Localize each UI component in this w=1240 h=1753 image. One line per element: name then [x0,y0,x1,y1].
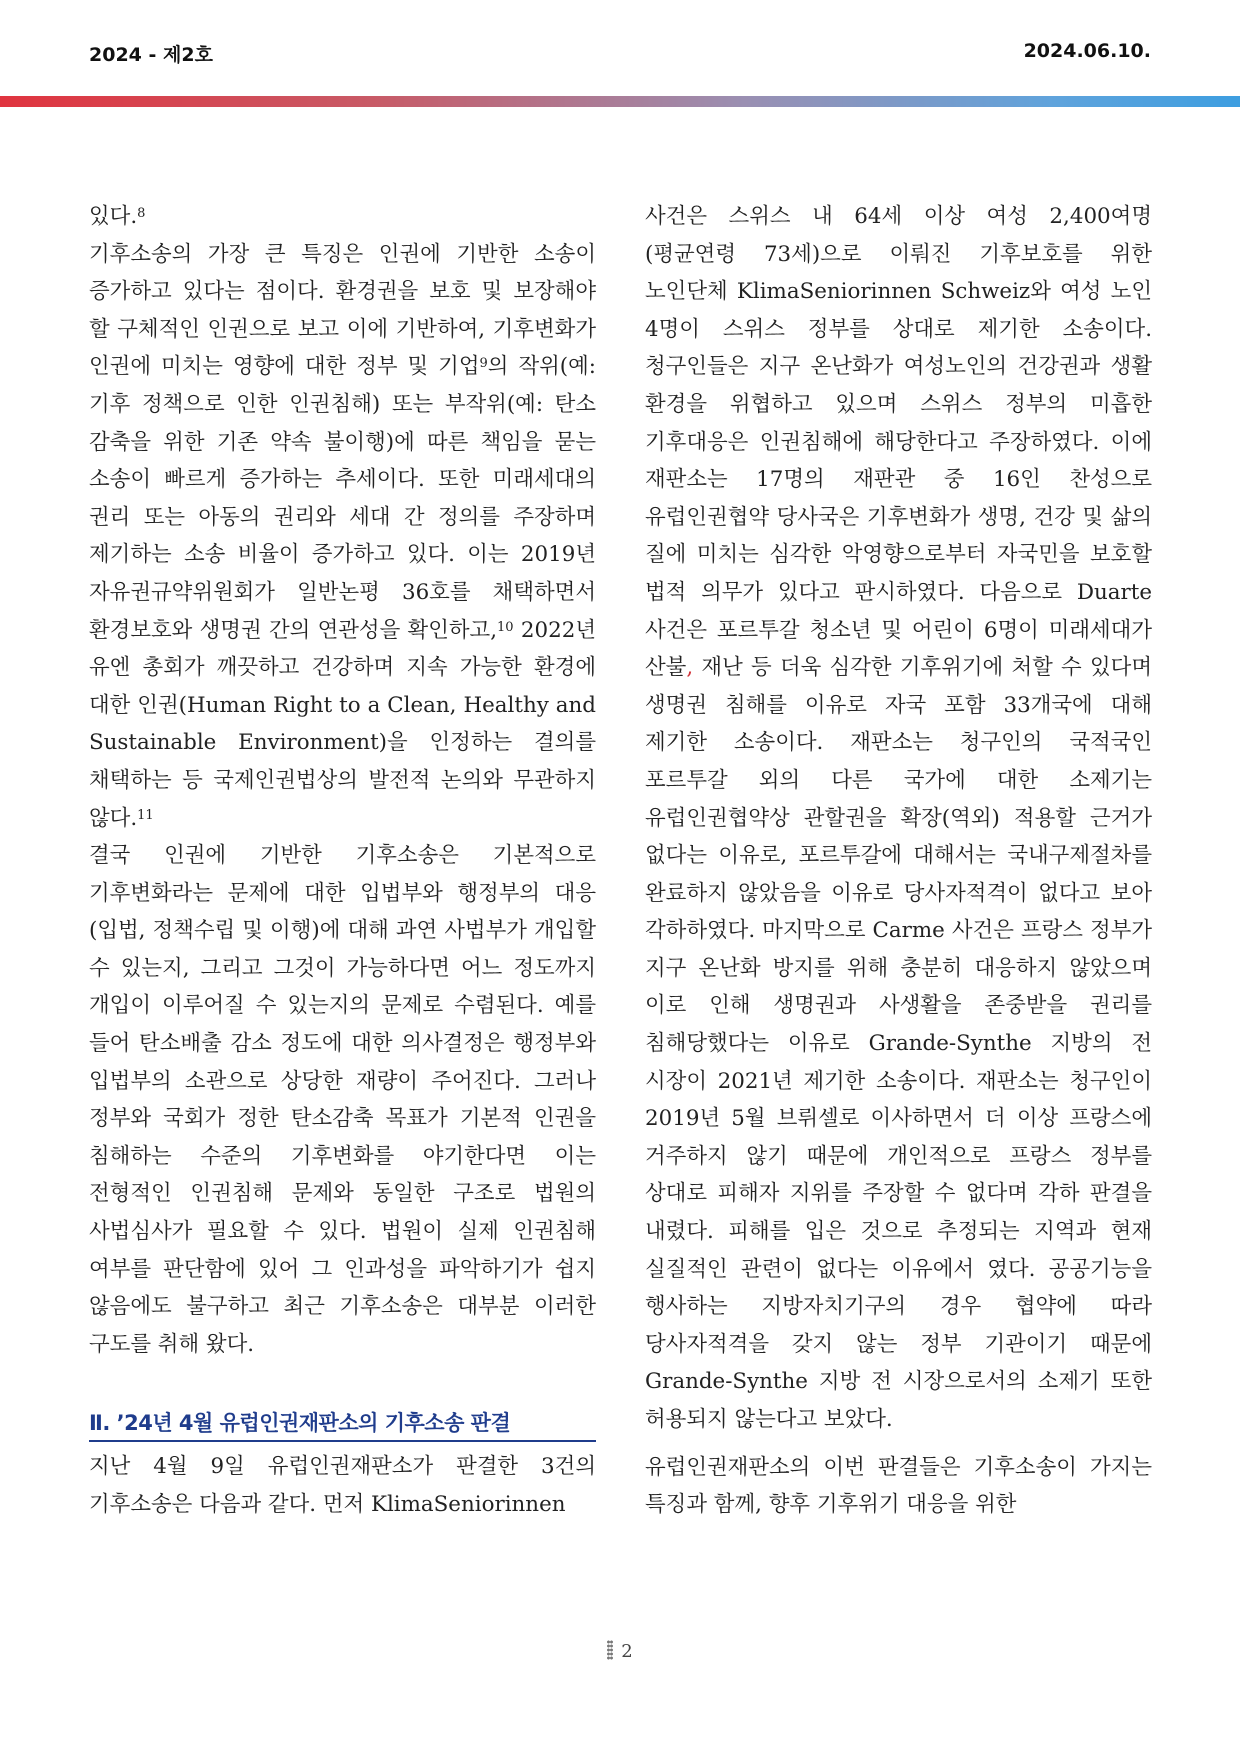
left-column [89,198,596,1524]
paragraph-text: 의 작위(예: 기후 정책으로 인한 인권침해) 또는 부작위(예: 탄소 감축을 위한 기존 약속 불이행)에 따른 책임을 묻는 소송이 빠르게 증가하는 추세이다. 또한 미래세대의 권리 또는 아동의 권리와 세대 간 정의를 주장하며 제기하는 소송 비율이 증가하고 있다. 이는 2019년 자유권규약위원회가 일반논평 36호를 채택하면서 환경보호와 생명권 간의 연관성을 확인하고, [89,354,596,643]
paragraph-text: 사건은 스위스 내 64세 이상 여성 2,400여명(평균연령 73세)으로 이뤄진 기후보호를 위한 노인단체 KlimaSeniorinnen Schweiz와 여성 노인 4명이 스위스 정부를 상대로 제기한 소송이다. 청구인들은 지구 온난화가 여성노인의 건강권과 생활 환경을 위협하고 있으며 스위스 정부의 미흡한 기후대응은 인권침해에 해당한다고 주장하였다. 이에 재판소는 17명의 재판관 중 16인 찬성으로 유럽인권협약 당사국은 기후변화가 생명, 건강 및 삶의 질에 미치는 심각한 악영향으로부터 자국민을 보호할 법적 의무가 있다고 판시하였다. 다음으로 Duarte 사건은 포르투갈 청소년 및 어린이 6명이 미래세대가 산불 [645,204,1152,681]
publication-date: 2024.06.10. [1023,40,1151,62]
section-heading: Ⅱ. ’24년 4월 유럽인권재판소의 기후소송 판결 [89,1407,596,1442]
highlighted-comma: , [686,655,694,681]
header-gradient-bar [0,96,1240,107]
paragraph-text: 2022년 유엔 총회가 깨끗하고 건강하며 지속 가능한 환경에 대한 인권(Human Right to a Clean, Healthy and Sustainable Environment)을 인정하는 결의를 채택하는 등 국제인권법상의 발전적 논의와 무관하지 않다. [89,617,596,831]
footnote-ref: 11 [137,807,154,823]
paragraph: 결국 인권에 기반한 기후소송은 기본적으로 기후변화라는 문제에 대한 입법부와 행정부의 대응(입법, 정책수립 및 이행)에 대해 과연 사법부가 개입할 수 있는지, 그리고 그것이 가능하다면 어느 정도까지 개입이 이루어질 수 있는지의 문제로 수렴된다. 예를 들어 탄소배출 감소 정도에 대한 의사결정은 행정부와 입법부의 소관으로 상당한 재량이 주어진다. 그러나 정부와 국회가 정한 탄소감축 목표가 기본적 인권을 침해하는 수준의 기후변화를 야기한다면 이는 전형적인 인권침해 문제와 동일한 구조로 법원의 사법심사가 필요할 수 있다. 법원이 실제 인권침해 여부를 판단함에 있어 그 인과성을 파악하기가 쉽지 않음에도 불구하고 최근 기후소송은 대부분 이러한 구도를 취해 왔다. [89,843,596,1357]
paragraph-text: 기후소송의 가장 큰 특징은 인권에 기반한 소송이 증가하고 있다는 점이다. 환경권을 보호 및 보장해야 할 구체적인 인권으로 보고 이에 기반하여, 기후변화가 인권에 미치는 영향에 대한 정부 및 기업 [89,241,596,380]
paragraph [89,236,596,838]
footnote-ref: 10 [497,619,514,635]
paragraph-text: 재난 등 더욱 심각한 기후위기에 처할 수 있다며 생명권 침해를 이유로 자국 포함 33개국에 대해 제기한 소송이다. 재판소는 청구인의 국적국인 포르투갈 외의 다른 국가에 대한 소제기는 유럽인권협약상 관할권을 확장(역외) 적용할 근거가 없다는 이유로, 포르투갈에 대해서는 국내구제절차를 완료하지 않았음을 이유로 당사자적격이 없다고 보아 각하하였다. 마지막으로 Carme 사건은 프랑스 정부가 지구 온난화 방지를 위해 충분히 대응하지 않았으며 이로 인해 생명권과 사생활을 존중받을 권리를 침해당했다는 이유로 Grande-Synthe 지방의 전 시장이 2021년 제기한 소송이다. 재판소는 청구인이 2019년 5월 브뤼셀로 이사하면서 더 이상 프랑스에 거주하지 않기 때문에 개인적으로 프랑스 정부를 상대로 피해자 지위를 주장할 수 없다며 각하 판결을 내렸다. 피해를 입은 것으로 추정되는 지역과 현재 실질적인 관련이 없다는 이유에서 였다. 공공기능을 행사하는 지방자치기구의 경우 협약에 따라 당사자적격을 갖지 않는 정부 기관이기 때문에 Grande-Synthe 지방 전 시장으로서의 소제기 또한 허용되지 않는다고 보았다. [645,655,1152,1432]
dots-icon [607,1640,613,1660]
page-footer [0,1640,1240,1662]
paragraph: 지난 4월 9일 유럽인권재판소가 판결한 3건의 기후소송은 다음과 같다. 먼저 KlimaSeniorinnen [89,1454,596,1517]
issue-number: 2024 - 제2호 [89,44,213,66]
footnote-ref: 9 [479,356,488,372]
paragraph-text: 있다. [89,204,138,229]
paragraph [89,198,596,236]
right-column [645,198,1152,1524]
page-number: 2 [621,1641,633,1662]
paragraph: 유럽인권재판소의 이번 판결들은 기후소송이 가지는 특징과 함께, 향후 기후위기 대응을 위한 [645,1454,1152,1518]
paragraph [645,198,1152,1439]
footnote-ref: 8 [137,206,146,221]
